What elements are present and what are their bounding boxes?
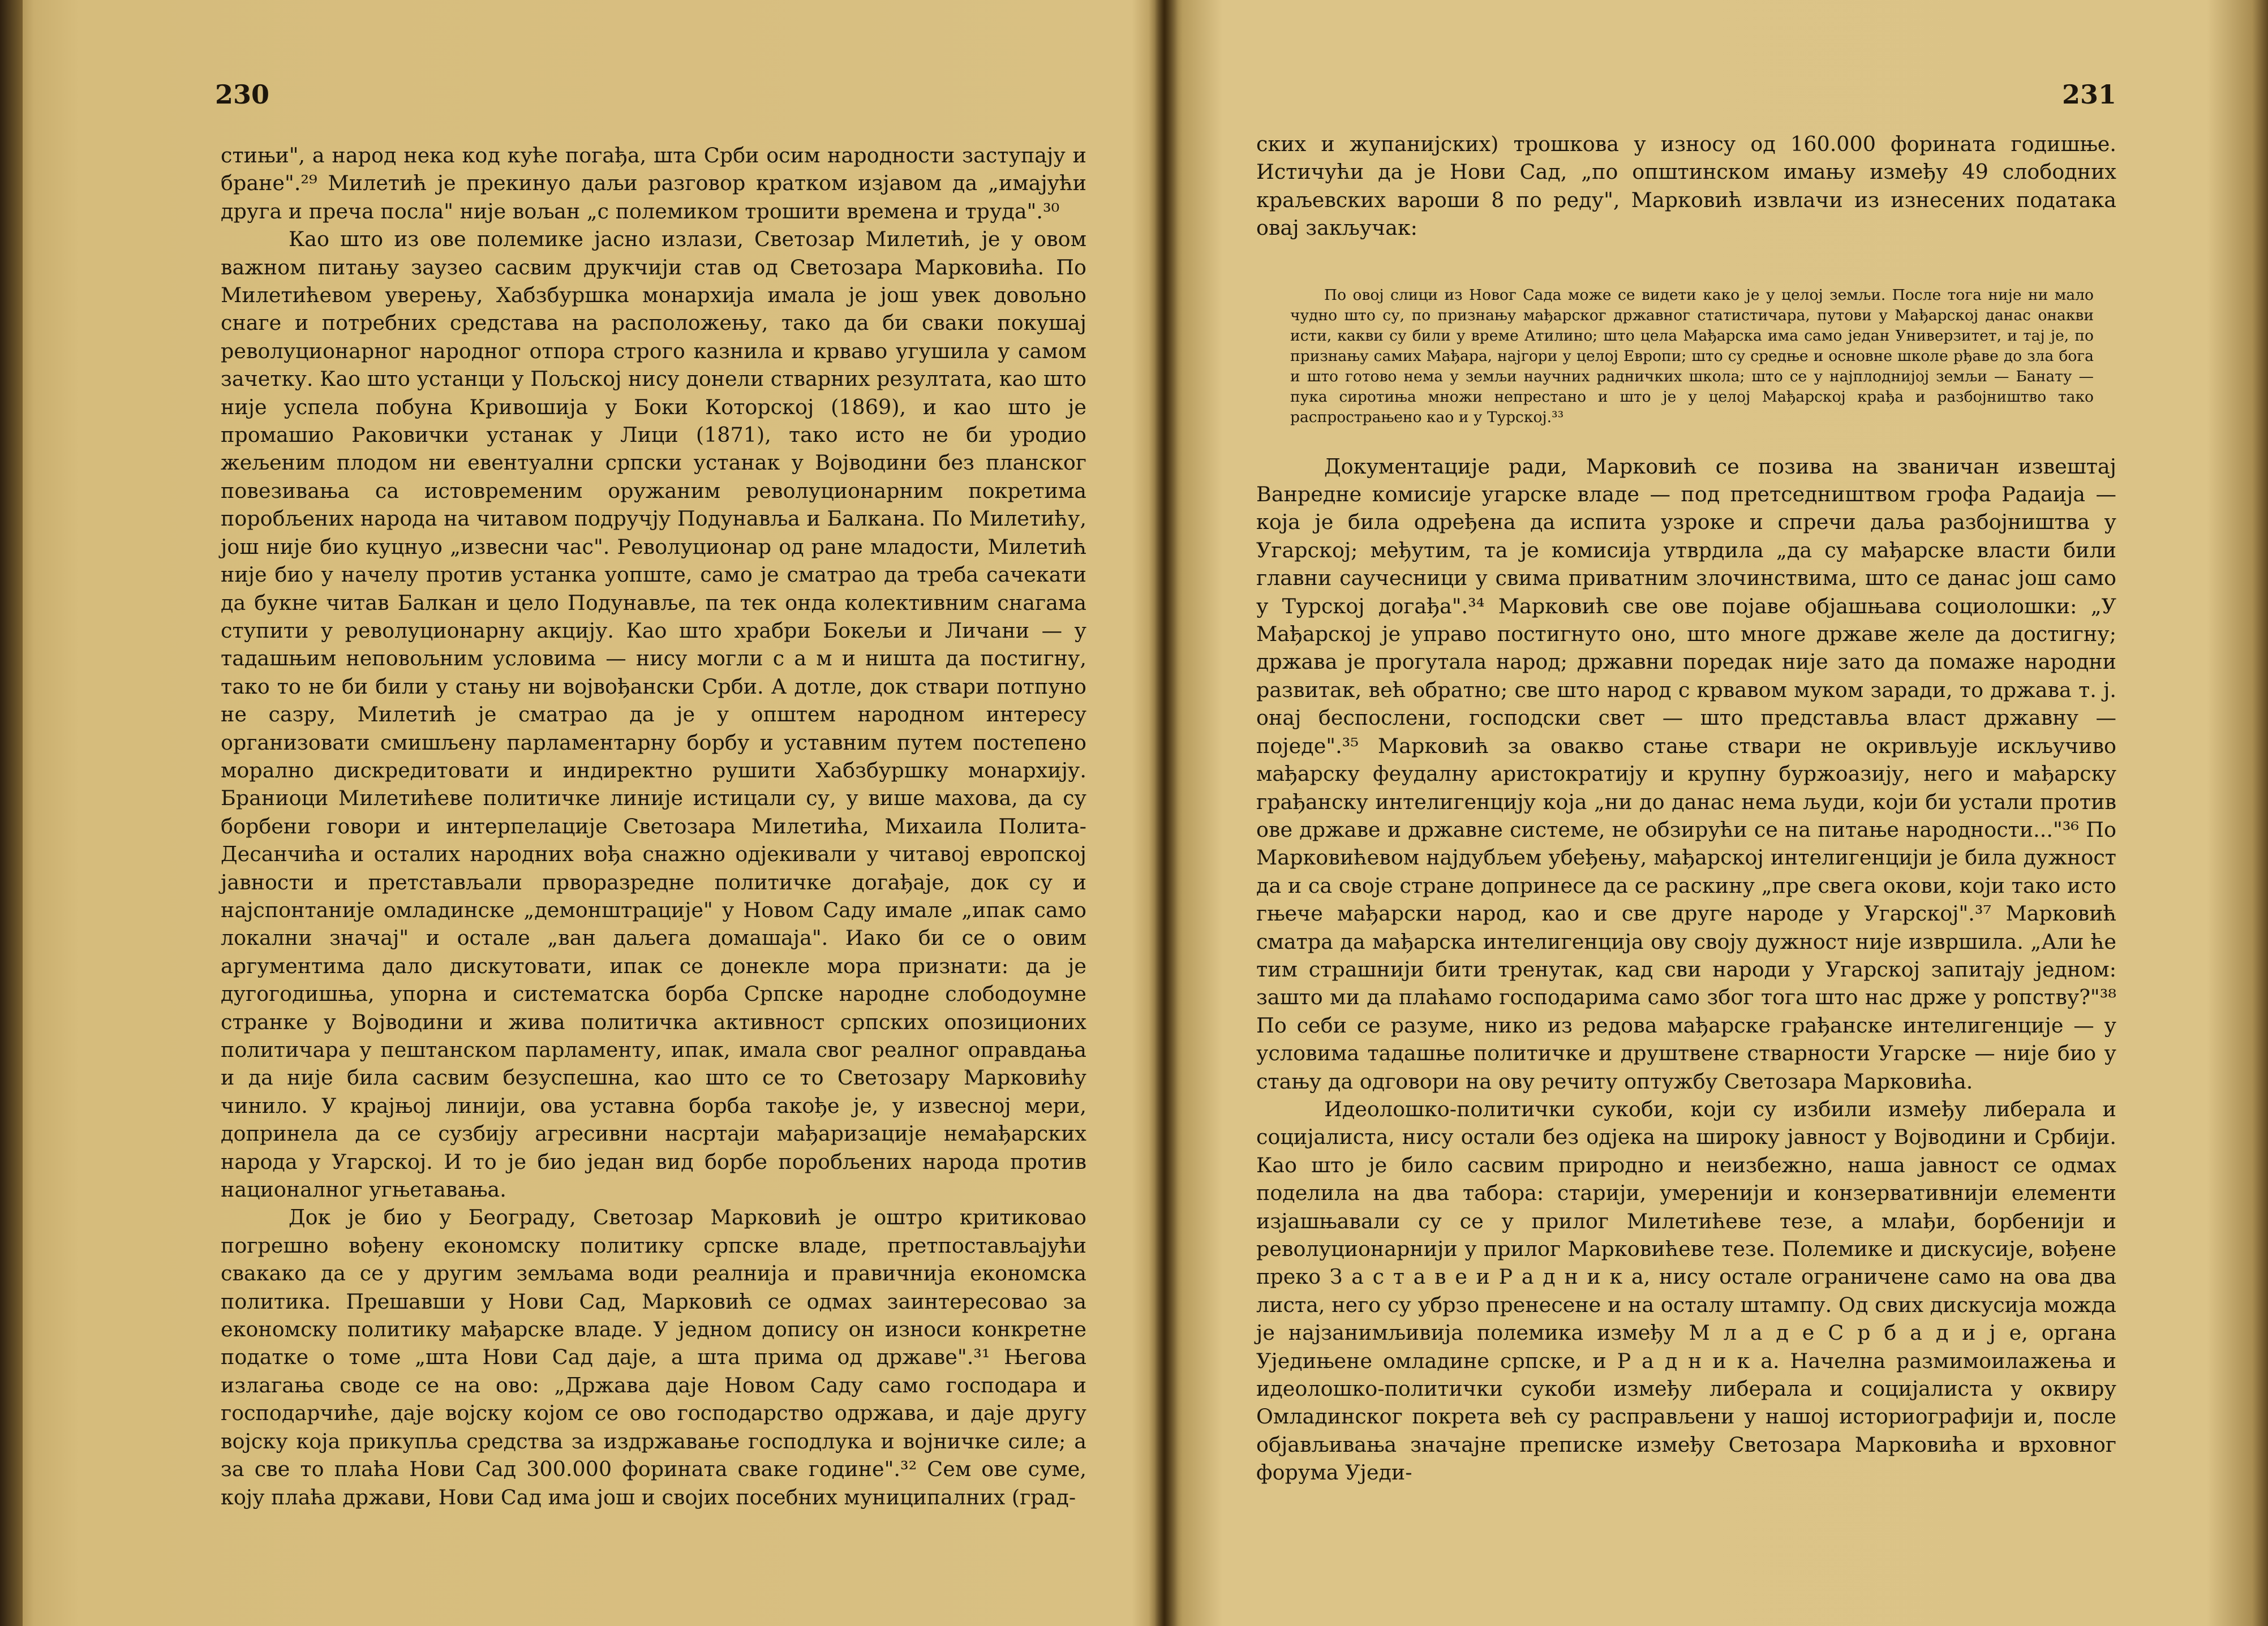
page-number-right: 231 bbox=[2061, 79, 2116, 110]
paragraph: Документације ради, Марковић се позива на званичан извештај Ванредне комисије угарске владе — под претседништвом грофа Радаија — која је била одређена да испита узроке и спречи даља разбојништва у Угарској; међутим, та је комисија утврдила „да су мађарске власти били главни саучесници у свима приватним злочинствима, што се данас још само у Турској догађа".³⁴ Марковић све ове појаве објашњава социолошки: „У Мађарској је управо постигнуто оно, што многе државе желе да достигну; држава је прогутала народ; државни поредак није зато да помаже народни развитак, већ обратно; све што народ с крвавом муком заради, то држава т. ј. онај беспослени, господски свет — што представља власт државну — поједе".³⁵ Марковић за овакво стање ствари не окривљује искључиво мађарску феудалну аристократију и крупну буржоазију, него и мађарску грађанску интелигенцију која „ни до данас нема људи, који би устали против ове државе и државне системе, не обзирући се на питање народности..."³⁶ По Марковићевом најдубљем убеђењу, мађарској интелигенцији је била дужност да и са своје стране допринесе да се раскину „пре свега окови, који тако исто гњече мађарски народ, као и све друге народе у Угарској".³⁷ Марковић сматра да мађарска интелигенција ову своју дужност није извршила. „Али ће тим страшнији бити тренутак, кад сви народи у Угарској запитају једном: зашто ми да плаћамо господарима само због тога што нас држе у ропству?"³⁸ По себи се разуме, нико из редова мађарске грађанске интелигенције — у условима тадашње политичке и друштвене стварности Угарске — није био у стању да одговори на ову речиту оптужбу Светозара Марковића. bbox=[1256, 454, 2116, 1094]
quote-text: По овој слици из Новог Сада може се видети како је у целој земљи. После тога није ни мало чудно што су, по признању мађарског државног статистичара, путови у Мађарској данас онакви исти, какви су били у време Атилино; што цела Мађарска има само један Универзитет, и тај је, по признању самих Мађара, најгори у целој Европи; што су средње и основне школе рђаве до зла бога и што готово нема у земљи научних радничких школа; што се у најплоднијој земљи — Банату — пука сиротиња множи непрестано и што је у целој Мађарској крађа и разбојништво тако распрострањено као и у Турској.³³ bbox=[1290, 286, 2094, 426]
paragraph: Као што из ове полемике јасно излази, Светозар Милетић, је у овом важном питању заузео сасвим друкчији став од Светозара Марковића. По Милетићевом уверењу, Хабзбуршка монархија имала је још увек довољно снаге и потребних средстава на расположењу, тако да би сваки покушај револуционарног народног отпора строго казнила и крваво угушила у самом зачетку. Као што устанци у Пољској нису донели стварних резултата, као што није успела побуна Кривошија у Боки Которској (1869), и као што је промашио Раковички устанак у Лици (1871), тако исто не би уродио жељеним плодом ни евентуални српски устанак у Војводини без планског повезивања са истовременим оружаним револуционарним покретима поробљених народа на читавом подручју Подунавља и Балкана. По Милетићу, још није био куцнуо „извесни час". Револуционар од ране младости, Милетић није био у начелу против устанка уопште, само је сматрао да треба сачекати да букне читав Балкан и цело Подунавље, па тек онда колективним снагама ступити у револуционарну акцију. Као што храбри Бокељи и Личани — у тадашњим неповољним условима — нису могли с а м и ништа да постигну, тако то не би били у стању ни војвођански Срби. А дотле, док ствари потпуно не сазру, Милетић је сматрао да је у општем народном интересу организовати смишљену парламентарну борбу и уставним путем постепено морално дискредитовати и индиректно рушити Хабзбуршку монархију. Браниоци Милетићеве политичке линије истицали су, у више махова, да су борбени говори и интерпелације Светозара Милетића, Михаила Полита-Десанчића и осталих народних вођа снажно одјекивали у читавој европској јавности и претстављали прворазредне политичке догађаје, док су и најспонтаније омладинске „демонштрације" у Новом Саду имале „ипак само локални значај" и остале „ван даљега домашаја". Иако би се о овим аргументима дало дискутовати, ипак се донекле мора признати: да је дугогодишња, упорна и систематска борба Српске народне слободоумне странке у Војводини и жива политичка активност српских опозиционих политичара у пештанском парламенту, ипак, имала свог реалног оправдања и да није била сасвим безуспешна, као што се то Светозару Марковићу чинило. У крајњој линији, ова уставна борба такође је, у извесној мери, допринела да се сузбију агресивни насртаји мађаризације немађарских народа у Угарској. И то је био један вид борбе поробљених народа против националног угњетавања. bbox=[221, 227, 1086, 1202]
book-gutter bbox=[1149, 0, 1183, 1626]
paragraph: ских и жупанијских) трошкова у износу од 160.000 форината годишње. Истичући да је Нови Сад, „по општинском имању између 49 слободних краљевских вароши 8 по реду", Марковић извлачи из изнесених података овај закључак: bbox=[1256, 132, 2116, 240]
left-page-text bbox=[221, 141, 1086, 1511]
page-edge bbox=[0, 0, 23, 1626]
paragraph: Док је био у Београду, Светозар Марковић је оштро критиковао погрешно вођену економску политику српске владе, претпостављајући свакако да се у другим земљама води реалнија и правичнија економска политика. Прешавши у Нови Сад, Марковић се одмах заинтересовао за економску политику мађарске владе. У једном допису он износи конкретне податке о томе „шта Нови Сад даје, а шта прима од државе".³¹ Његова излагања своде се на ово: „Држава даје Новом Саду само господара и господарчиће, даје војску којом се ово господарство одржава, и даје другу војску која прикупља средства за издржавање господлука и војничке силе; а за све то плаћа Нови Сад 300.000 форината сваке године".³² Сем ове суме, коју плаћа држави, Нови Сад има још и својих посебних муниципалних (град- bbox=[221, 1205, 1086, 1509]
page-number-left: 230 bbox=[215, 79, 270, 110]
right-page-text bbox=[1256, 130, 2116, 1487]
block-quote bbox=[1256, 285, 2116, 428]
paragraph: стињи", а народ нека код куће погађа, шта Срби осим народности заступају и бране".²⁹ Милетић је прекинуо даљи разговор кратком изјавом да „имајући друга и преча посла" није вољан „с полемиком трошити времена и труда".³⁰ bbox=[221, 143, 1086, 223]
paragraph: Идеолошко-политички сукоби, који су избили између либерала и социјалиста, нису остали без одјека на широку јавност у Војводини и Србији. Као што је било сасвим природно и неизбежно, наша јавност се одмах поделила на два табора: старији, умеренији и конзервативнији елементи изјашњавали су се у прилог Милетићеве тезе, а млађи, борбенији и револуционарнији у прилог Марковићеве тезе. Полемике и дискусије, вођене преко З а с т а в е и Р а д н и к а, нису остале ограничене само на ова два листа, него су убрзо пренесене и на осталу штампу. Од свих дискусија можда је најзанимљивија полемика између М л а д е С р б а д и ј е, органа Уједињене омладине српске, и Р а д н и к а. Начелна размимоилажења и идеолошко-политички сукоби између либерала и социјалиста у оквиру Омладинског покрета већ су расправљени у нашој историографији и, после објављивања значајне преписке између Светозара Марковића и врховног форума Уједи- bbox=[1256, 1096, 2116, 1485]
